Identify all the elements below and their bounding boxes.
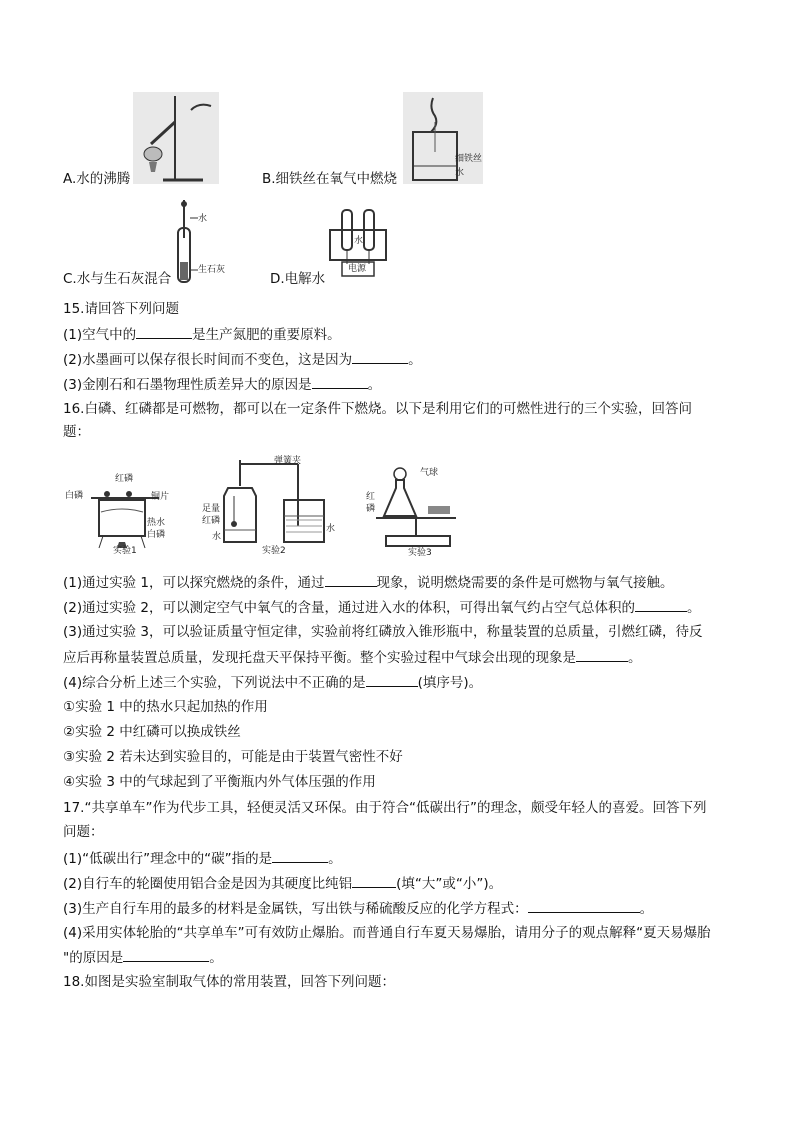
q16-option-4: ④实验 3 中的气球起到了平衡瓶内外气体压强的作用	[63, 774, 376, 790]
option-c-label: C.水与生石灰混合	[63, 271, 172, 287]
exp2-red-p-label: 红磷	[202, 516, 221, 526]
q16-part3-line1: (3)通过实验 3，可以验证质量守恒定律，实验前将红磷放入锥形瓶中，称量装置的总质量，引燃红磷，待反	[63, 624, 703, 640]
answer-blank[interactable]	[528, 899, 640, 913]
lime-water-top-label: 水	[198, 214, 208, 224]
q17-part2: (2)自行车的轮圈使用铝合金是因为其硬度比纯铝 (填“大”或“小”)。	[63, 876, 503, 892]
q16-option-3: ③实验 2 若未达到实验目的，可能是由于装置气密性不好	[63, 749, 403, 765]
q17-part4-line2: "的原因是 。	[63, 950, 223, 966]
lime-label: 生石灰	[198, 265, 226, 275]
exp1-caption: 实验1	[113, 546, 137, 556]
q17-part1: (1)“低碳出行”理念中的“碳”指的是 。	[63, 851, 342, 867]
experiment-3-drawing	[366, 466, 476, 560]
exp2-enough-label: 足量	[202, 504, 221, 514]
option-a-label: A.水的沸腾	[63, 171, 131, 187]
answer-blank[interactable]	[635, 598, 687, 612]
q15-title: 15.请回答下列问题	[63, 301, 179, 317]
q16-part4: (4)综合分析上述三个实验，下列说法中不正确的是 (填序号)。	[63, 675, 483, 691]
exp2-water-left-label: 水	[212, 532, 222, 542]
q16-option-2: ②实验 2 中红磷可以换成铁丝	[63, 724, 241, 740]
experiment-2-figure	[198, 456, 338, 560]
answer-blank[interactable]	[312, 375, 368, 389]
option-d-label: D.电解水	[270, 271, 326, 287]
q16-part2: (2)通过实验 2，可以测定空气中氧气的含量，通过进入水的体积，可得出氧气约占空气总体积的 。	[63, 600, 701, 616]
exp2-clamp-label: 弹簧夹	[274, 456, 302, 466]
exp1-white-p-label: 白磷	[65, 491, 84, 501]
answer-blank[interactable]	[352, 350, 408, 364]
exp2-water-right-label: 水	[326, 524, 336, 534]
q18-title: 18.如图是实验室制取气体的常用装置，回答下列问题：	[63, 974, 395, 990]
exp1-white-p2-label: 白磷	[147, 530, 166, 540]
answer-blank[interactable]	[576, 648, 628, 662]
answer-blank[interactable]	[136, 325, 192, 339]
exp3-balloon-label: 气球	[420, 468, 439, 478]
q16-intro-line1: 16.白磷、红磷都是可燃物，都可以在一定条件下燃烧。以下是利用它们的可燃性进行的三个实验，回答问	[63, 401, 692, 417]
electrolysis-water-label: 水	[354, 236, 364, 246]
q15-part3: (3)金刚石和石墨物理性质差异大的原因是 。	[63, 377, 382, 393]
q16-option-1: ①实验 1 中的热水只起加热的作用	[63, 699, 268, 715]
q17-part4-line1: (4)采用实体轮胎的“共享单车”可有效防止爆胎。而普通自行车夏天易爆胎，请用分子的观点解释“夏天易爆胎	[63, 925, 711, 941]
answer-blank[interactable]	[123, 948, 209, 962]
exp2-caption: 实验2	[262, 546, 286, 556]
exp3-p-label: 磷	[366, 504, 376, 514]
electrolysis-figure	[328, 206, 388, 286]
exp1-copper-label: 铜片	[151, 492, 170, 502]
q17-intro-line2: 问题：	[63, 824, 104, 840]
lime-water-figure	[176, 198, 234, 284]
q16-part1: (1)通过实验 1，可以探究燃烧的条件，通过 现象，说明燃烧需要的条件是可燃物与氧气接触。	[63, 575, 674, 591]
boiling-water-figure	[133, 92, 219, 184]
q16-part3-line2: 应后再称量装置总质量，发现托盘天平保持平衡。整个实验过程中气球会出现的现象是 。	[63, 650, 642, 666]
iron-wire-figure	[403, 92, 483, 184]
exp3-caption: 实验3	[408, 548, 432, 558]
q15-part1: (1)空气中的 是生产氮肥的重要原料。	[63, 327, 341, 343]
power-label: 电源	[348, 264, 367, 274]
iron-water-label: 水	[455, 168, 465, 178]
experiment-3-figure	[366, 466, 476, 560]
exp1-hot-water-label: 热水	[147, 518, 166, 528]
iron-wire-label: 细铁丝	[455, 154, 483, 164]
q17-part3: (3)生产自行车用的最多的材料是金属铁，写出铁与稀硫酸反应的化学方程式： 。	[63, 901, 654, 917]
answer-blank[interactable]	[366, 673, 418, 687]
iron-wire-drawing	[403, 92, 483, 184]
answer-blank[interactable]	[325, 573, 377, 587]
q16-intro-line2: 题：	[63, 424, 90, 440]
boiling-water-drawing	[133, 92, 219, 184]
answer-blank[interactable]	[352, 874, 396, 888]
q15-part2: (2)水墨画可以保存很长时间而不变色，这是因为 。	[63, 352, 422, 368]
exp3-red-label: 红	[366, 492, 376, 502]
q17-intro-line1: 17.“共享单车”作为代步工具，轻便灵活又环保。由于符合“低碳出行”的理念，颇受年轻人的喜爱。回答下列	[63, 800, 707, 816]
option-b-label: B.细铁丝在氧气中燃烧	[262, 171, 398, 187]
experiment-1-figure	[63, 466, 175, 560]
exp1-red-p-label: 红磷	[115, 474, 134, 484]
electrolysis-drawing	[328, 206, 388, 286]
answer-blank[interactable]	[272, 849, 328, 863]
